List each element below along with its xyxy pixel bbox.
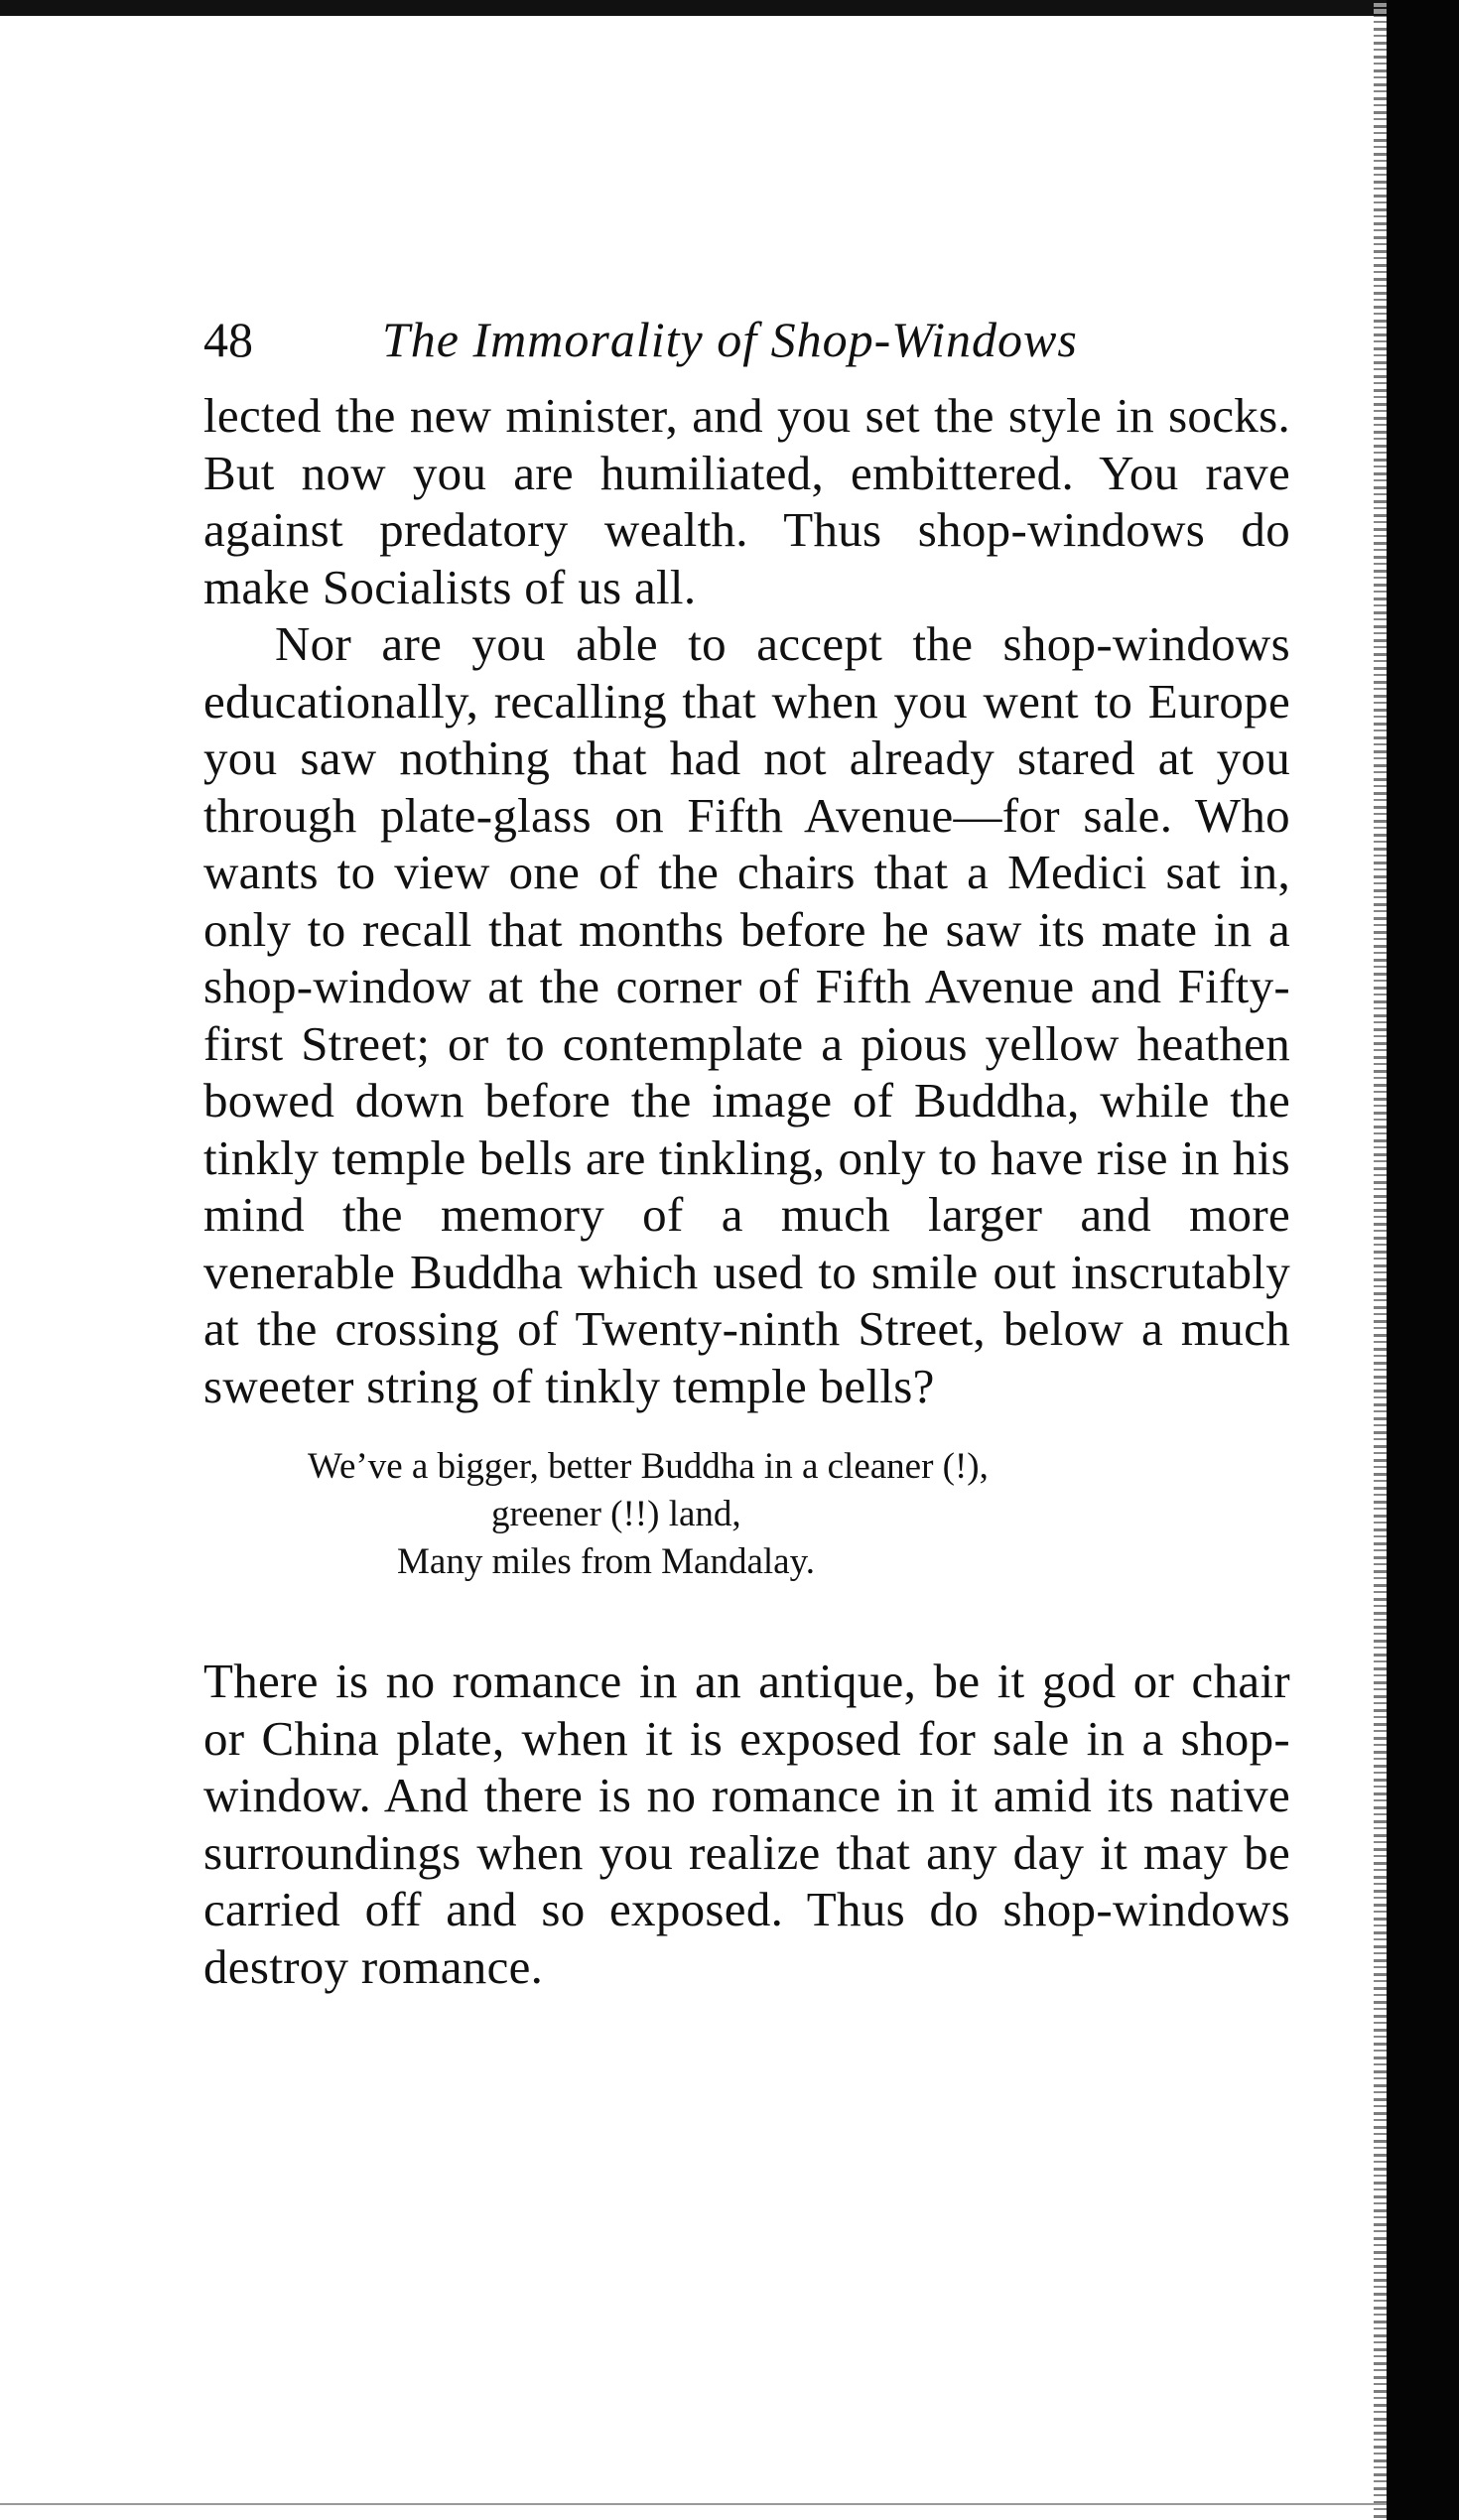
verse-line-1: We’ve a bigger, better Buddha in a cleaner (!),: [308, 1446, 989, 1487]
paragraph-1: lected the new minister, and you set the style in socks. But now you are humiliated, embittered. You rave against predatory wealth. Thus shop-windows do make Socialists of us all.: [203, 388, 1290, 614]
scan-right-edge: [1387, 0, 1459, 2520]
page-number: 48: [203, 312, 253, 367]
verse-line-3: Many miles from Mandalay.: [397, 1541, 815, 1582]
scan-bottom-rule: [0, 2503, 1387, 2505]
scan-edge-fringe: [1374, 0, 1388, 2520]
verse-quotation: [203, 1444, 1290, 1653]
verse-line-2: greener (!!) land,: [491, 1494, 741, 1534]
book-page: [203, 298, 1290, 1995]
paragraph-3: There is no romance in an antique, be it god or chair or China plate, when it is exposed for sale in a shop-window. And there is no romance in it amid its native surroundings when you realize that any day it may be carried off and so exposed. Thus do shop-windows destroy romance.: [203, 1654, 1290, 1994]
paragraph-2: Nor are you able to accept the shop-windows educationally, recalling that when you went to Europe you saw nothing that had not already stared at you through plate-glass on Fifth Avenue—for sale. Who wants to view one of the chairs that a Medici sat in, only to recall that months before he saw its mate in a shop-window at the corner of Fifth Avenue and Fifty-first Street; or to contemplate a pious yellow heathen bowed down before the image of Buddha, while the tinkly temple bells are tinkling, only to have rise in his mind the memory of a much larger and more venerable Buddha which used to smile out inscrutably at the crossing of Twenty-ninth Street, below a much sweeter string of tinkly temple bells?: [203, 616, 1290, 1413]
running-title: The Immorality of Shop-Windows: [382, 312, 1078, 367]
running-head: [203, 298, 1290, 387]
scan-top-border: [0, 0, 1459, 16]
